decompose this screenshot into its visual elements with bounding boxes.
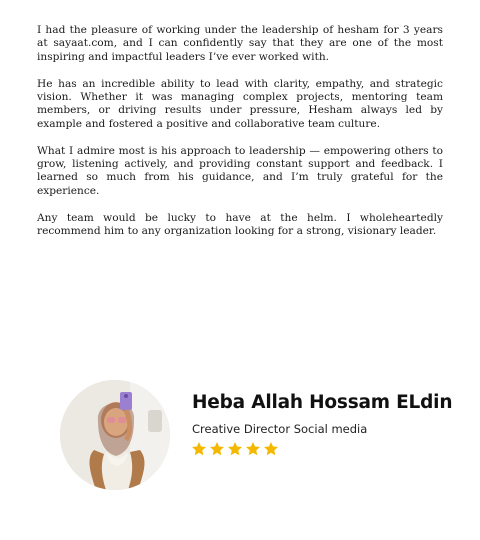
avatar-photo [60, 380, 170, 490]
testimonial-paragraph-3: What I admire most is his approach to leadership — empowering others to grow, listening actively, and providing constant support and feedback. I learned so much from his guidance, and I’m truly grateful for the experience. [37, 144, 443, 197]
testimonial-paragraph-4: Any team would be lucky to have at the helm. I wholeheartedly recommend him to any organization looking for a strong, visionary leader. [37, 211, 443, 238]
testimonial-paragraph-2: He has an incredible ability to lead with clarity, empathy, and strategic vision. Whether it was managing complex projects, mentoring team members, or driving results under pressure, Hesham always led by example and fostered a positive and collaborative team culture. [37, 77, 443, 130]
star-rating [191, 441, 279, 457]
star-icon [209, 441, 225, 457]
star-icon [263, 441, 279, 457]
testimonial-text [37, 24, 443, 252]
star-icon [191, 441, 207, 457]
testimonial-paragraph-1: I had the pleasure of working under the leadership of hesham for 3 years at sayaat.com, and I can confidently say that they are one of the most inspiring and impactful leaders I’ve ever worked with. [37, 24, 443, 63]
avatar [60, 380, 170, 490]
star-icon [245, 441, 261, 457]
author-title: Creative Director Social media [192, 422, 368, 436]
star-icon [227, 441, 243, 457]
author-card [60, 380, 453, 490]
author-name: Heba Allah Hossam ELdin [192, 392, 453, 413]
